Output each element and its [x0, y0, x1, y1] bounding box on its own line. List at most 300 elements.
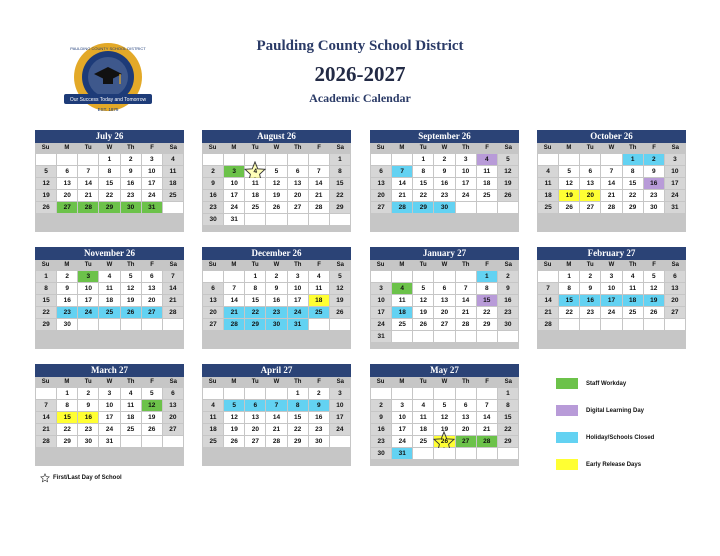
empty-cell	[163, 436, 183, 447]
day-cell: 2	[203, 166, 223, 177]
day-cell: 4	[245, 166, 265, 177]
day-cell: 5	[121, 271, 141, 282]
day-cell: 29	[288, 436, 308, 447]
day-cell: 1	[288, 388, 308, 399]
day-cell: 15	[623, 178, 643, 189]
empty-cell	[142, 319, 162, 330]
day-cell: 30	[121, 202, 141, 213]
day-cell: 16	[78, 412, 98, 423]
day-cell: 25	[477, 190, 497, 201]
day-cell: 10	[456, 166, 476, 177]
empty-cell	[203, 271, 223, 282]
day-cell: 1	[36, 271, 56, 282]
day-cell: 12	[224, 412, 244, 423]
weekday-label: Su	[41, 379, 50, 385]
day-grid	[35, 154, 184, 213]
day-cell: 23	[498, 307, 518, 318]
day-cell: 28	[309, 202, 329, 213]
day-cell: 17	[371, 307, 391, 318]
legend-label: Early Release Days	[586, 461, 642, 468]
empty-cell	[78, 154, 98, 165]
day-cell: 28	[224, 319, 244, 330]
day-cell: 13	[665, 283, 685, 294]
day-cell: 13	[203, 295, 223, 306]
day-cell: 9	[57, 283, 77, 294]
empty-cell	[392, 388, 412, 399]
weekday-label: M	[64, 379, 70, 385]
day-cell: 15	[477, 295, 497, 306]
weekday-label: Sa	[336, 145, 344, 151]
day-cell: 12	[36, 178, 56, 189]
day-cell: 13	[434, 295, 454, 306]
day-cell: 19	[36, 190, 56, 201]
day-cell: 6	[163, 388, 183, 399]
district-logo	[58, 40, 158, 118]
day-cell: 10	[330, 400, 350, 411]
day-cell: 25	[392, 319, 412, 330]
month-november-26	[35, 247, 184, 349]
day-cell: 24	[224, 202, 244, 213]
legend-label: Staff Workday	[586, 380, 627, 387]
weekday-header	[35, 377, 184, 388]
day-grid	[202, 388, 351, 447]
month-title: January 27	[370, 247, 519, 260]
day-cell: 7	[392, 166, 412, 177]
day-cell: 20	[142, 295, 162, 306]
day-cell: 21	[601, 190, 621, 201]
day-cell: 15	[288, 412, 308, 423]
day-cell: 25	[538, 202, 558, 213]
legend-item-staff	[556, 378, 626, 389]
day-cell: 27	[665, 307, 685, 318]
day-cell: 22	[413, 190, 433, 201]
day-cell: 25	[309, 307, 329, 318]
day-cell: 5	[266, 166, 286, 177]
day-cell: 9	[434, 166, 454, 177]
empty-cell	[163, 202, 183, 213]
empty-cell	[601, 319, 621, 330]
district-name: Paulding County School District	[256, 38, 464, 54]
weekday-label: Su	[376, 145, 385, 151]
empty-cell	[477, 331, 497, 342]
day-cell: 10	[99, 400, 119, 411]
weekday-label: Th	[462, 379, 470, 385]
weekday-label: Su	[41, 262, 50, 268]
day-cell: 2	[309, 388, 329, 399]
footnote	[40, 473, 122, 483]
school-year-title: 2026-2027	[314, 62, 406, 86]
day-cell: 22	[288, 424, 308, 435]
empty-cell	[413, 331, 433, 342]
day-cell: 21	[266, 424, 286, 435]
day-cell: 19	[413, 307, 433, 318]
weekday-label: M	[64, 145, 70, 151]
day-cell: 18	[538, 190, 558, 201]
day-cell: 17	[224, 190, 244, 201]
day-cell: 20	[665, 295, 685, 306]
day-cell: 17	[601, 295, 621, 306]
empty-cell	[538, 154, 558, 165]
day-cell: 17	[330, 412, 350, 423]
weekday-label: W	[441, 145, 448, 151]
empty-cell	[413, 448, 433, 459]
weekday-label: M	[231, 262, 237, 268]
month-title: August 26	[202, 130, 351, 143]
empty-cell	[266, 214, 286, 225]
day-cell: 11	[99, 283, 119, 294]
day-cell: 15	[330, 178, 350, 189]
day-cell: 19	[559, 190, 579, 201]
day-cell: 8	[623, 166, 643, 177]
empty-cell	[78, 319, 98, 330]
weekday-label: Tu	[586, 262, 594, 268]
empty-cell	[413, 271, 433, 282]
empty-cell	[434, 331, 454, 342]
empty-cell	[121, 319, 141, 330]
day-cell: 21	[78, 190, 98, 201]
weekday-label: Th	[294, 262, 302, 268]
day-cell: 5	[559, 166, 579, 177]
day-cell: 7	[163, 271, 183, 282]
month-july-26	[35, 130, 184, 232]
day-cell: 16	[203, 190, 223, 201]
day-cell: 9	[203, 178, 223, 189]
weekday-label: Tu	[84, 379, 92, 385]
day-cell: 11	[121, 400, 141, 411]
empty-cell	[413, 388, 433, 399]
empty-cell	[371, 154, 391, 165]
weekday-label: W	[608, 262, 615, 268]
empty-cell	[371, 388, 391, 399]
day-cell: 30	[309, 436, 329, 447]
day-cell: 15	[413, 178, 433, 189]
day-cell: 2	[371, 400, 391, 411]
month-april-27	[202, 364, 351, 466]
day-cell: 18	[477, 178, 497, 189]
day-cell: 11	[163, 166, 183, 177]
day-cell: 3	[224, 166, 244, 177]
day-cell: 24	[142, 190, 162, 201]
day-cell: 9	[580, 283, 600, 294]
month-title: July 26	[35, 130, 184, 143]
day-cell: 10	[665, 166, 685, 177]
day-cell: 5	[644, 271, 664, 282]
weekday-label: Th	[294, 379, 302, 385]
day-cell: 29	[477, 319, 497, 330]
empty-cell	[434, 271, 454, 282]
day-cell: 8	[99, 166, 119, 177]
day-cell: 2	[644, 154, 664, 165]
weekday-label: M	[566, 145, 572, 151]
day-cell: 20	[57, 190, 77, 201]
day-cell: 31	[99, 436, 119, 447]
day-cell: 17	[392, 424, 412, 435]
day-cell: 3	[78, 271, 98, 282]
day-cell: 14	[224, 295, 244, 306]
empty-cell	[330, 319, 350, 330]
day-cell: 18	[309, 295, 329, 306]
empty-cell	[477, 388, 497, 399]
day-cell: 18	[623, 295, 643, 306]
day-cell: 27	[456, 436, 476, 447]
weekday-label: Sa	[671, 145, 679, 151]
day-cell: 19	[266, 190, 286, 201]
weekday-header	[202, 143, 351, 154]
month-may-27	[370, 364, 519, 466]
weekday-label: F	[150, 262, 154, 268]
weekday-label: Su	[208, 262, 217, 268]
day-cell: 11	[392, 295, 412, 306]
day-cell: 30	[371, 448, 391, 459]
day-cell: 14	[78, 178, 98, 189]
weekday-header	[537, 260, 686, 271]
day-cell: 30	[203, 214, 223, 225]
day-cell: 12	[413, 295, 433, 306]
empty-cell	[392, 271, 412, 282]
empty-cell	[392, 154, 412, 165]
legend-item-hol	[556, 432, 654, 443]
empty-cell	[665, 319, 685, 330]
day-cell: 27	[371, 202, 391, 213]
day-cell: 23	[644, 190, 664, 201]
day-cell: 7	[538, 283, 558, 294]
day-cell: 26	[121, 307, 141, 318]
day-cell: 17	[78, 295, 98, 306]
empty-cell	[601, 154, 621, 165]
footnote-text: First/Last Day of School	[53, 475, 122, 481]
empty-cell	[224, 271, 244, 282]
day-cell: 15	[57, 412, 77, 423]
day-cell: 24	[601, 307, 621, 318]
day-cell: 24	[78, 307, 98, 318]
day-cell: 9	[309, 400, 329, 411]
day-cell: 20	[288, 190, 308, 201]
day-cell: 27	[288, 202, 308, 213]
day-cell: 6	[142, 271, 162, 282]
day-cell: 5	[224, 400, 244, 411]
day-cell: 18	[203, 424, 223, 435]
day-cell: 31	[371, 331, 391, 342]
day-cell: 7	[36, 400, 56, 411]
day-cell: 19	[434, 424, 454, 435]
weekday-label: Sa	[504, 145, 512, 151]
day-cell: 22	[57, 424, 77, 435]
day-cell: 28	[78, 202, 98, 213]
day-cell: 13	[245, 412, 265, 423]
day-cell: 24	[456, 190, 476, 201]
day-cell: 2	[121, 154, 141, 165]
empty-cell	[623, 319, 643, 330]
empty-cell	[330, 436, 350, 447]
day-cell: 15	[36, 295, 56, 306]
day-cell: 1	[559, 271, 579, 282]
day-cell: 4	[309, 271, 329, 282]
day-cell: 7	[224, 283, 244, 294]
weekday-label: W	[106, 379, 113, 385]
day-cell: 24	[665, 190, 685, 201]
day-cell: 5	[142, 388, 162, 399]
day-cell: 6	[371, 166, 391, 177]
weekday-header	[202, 260, 351, 271]
day-cell: 26	[498, 190, 518, 201]
weekday-header	[370, 377, 519, 388]
day-cell: 14	[601, 178, 621, 189]
legend-item-early	[556, 459, 641, 470]
day-cell: 17	[288, 295, 308, 306]
weekday-label: F	[150, 379, 154, 385]
day-cell: 20	[163, 412, 183, 423]
day-cell: 21	[538, 307, 558, 318]
empty-cell	[266, 154, 286, 165]
weekday-header	[537, 143, 686, 154]
day-cell: 28	[163, 307, 183, 318]
day-cell: 16	[371, 424, 391, 435]
day-cell: 26	[266, 202, 286, 213]
weekday-label: Th	[127, 379, 135, 385]
legend-item-dl	[556, 405, 644, 416]
weekday-label: Sa	[169, 145, 177, 151]
weekday-label: W	[441, 262, 448, 268]
weekday-label: F	[317, 379, 321, 385]
day-cell: 4	[538, 166, 558, 177]
day-cell: 21	[163, 295, 183, 306]
day-cell: 3	[601, 271, 621, 282]
weekday-header	[202, 377, 351, 388]
weekday-label: Tu	[419, 262, 427, 268]
day-cell: 3	[456, 154, 476, 165]
empty-cell	[644, 319, 664, 330]
legend-swatch	[556, 405, 578, 416]
day-cell: 8	[330, 166, 350, 177]
weekday-label: W	[273, 379, 280, 385]
day-cell: 11	[623, 283, 643, 294]
day-cell: 25	[121, 424, 141, 435]
empty-cell	[224, 154, 244, 165]
empty-cell	[36, 154, 56, 165]
day-cell: 3	[288, 271, 308, 282]
legend-swatch	[556, 459, 578, 470]
weekday-label: Tu	[251, 145, 259, 151]
day-cell: 25	[623, 307, 643, 318]
day-cell: 8	[498, 400, 518, 411]
day-cell: 1	[477, 271, 497, 282]
day-cell: 16	[266, 295, 286, 306]
empty-cell	[371, 271, 391, 282]
day-cell: 28	[538, 319, 558, 330]
day-cell: 22	[623, 190, 643, 201]
weekday-label: M	[231, 379, 237, 385]
day-cell: 23	[203, 202, 223, 213]
weekday-label: W	[106, 262, 113, 268]
day-cell: 28	[392, 202, 412, 213]
day-cell: 10	[288, 283, 308, 294]
empty-cell	[456, 388, 476, 399]
day-cell: 5	[434, 400, 454, 411]
empty-cell	[224, 388, 244, 399]
day-grid	[35, 388, 184, 447]
day-cell: 1	[99, 154, 119, 165]
day-cell: 23	[434, 190, 454, 201]
day-cell: 28	[601, 202, 621, 213]
day-cell: 16	[57, 295, 77, 306]
weekday-label: Sa	[336, 379, 344, 385]
weekday-label: Th	[127, 262, 135, 268]
day-cell: 31	[665, 202, 685, 213]
day-cell: 10	[601, 283, 621, 294]
month-december-26	[202, 247, 351, 349]
day-cell: 4	[477, 154, 497, 165]
weekday-label: Tu	[419, 379, 427, 385]
weekday-label: Su	[543, 145, 552, 151]
empty-cell	[142, 436, 162, 447]
day-cell: 30	[644, 202, 664, 213]
day-cell: 9	[498, 283, 518, 294]
day-cell: 6	[456, 400, 476, 411]
day-cell: 14	[538, 295, 558, 306]
day-cell: 16	[580, 295, 600, 306]
day-cell: 13	[142, 283, 162, 294]
empty-cell	[538, 271, 558, 282]
day-cell: 29	[99, 202, 119, 213]
day-grid	[202, 154, 351, 225]
weekday-label: W	[608, 145, 615, 151]
day-cell: 3	[99, 388, 119, 399]
day-cell: 22	[330, 190, 350, 201]
month-title: December 26	[202, 247, 351, 260]
day-cell: 4	[203, 400, 223, 411]
empty-cell	[36, 388, 56, 399]
day-cell: 4	[413, 400, 433, 411]
day-cell: 19	[224, 424, 244, 435]
day-cell: 23	[266, 307, 286, 318]
weekday-label: Th	[462, 262, 470, 268]
day-cell: 30	[57, 319, 77, 330]
weekday-label: F	[652, 262, 656, 268]
day-cell: 4	[623, 271, 643, 282]
weekday-label: W	[273, 145, 280, 151]
weekday-label: F	[317, 262, 321, 268]
day-cell: 10	[142, 166, 162, 177]
day-cell: 17	[665, 178, 685, 189]
day-cell: 4	[392, 283, 412, 294]
weekday-label: Tu	[251, 379, 259, 385]
day-cell: 7	[456, 283, 476, 294]
day-cell: 23	[57, 307, 77, 318]
day-cell: 3	[330, 388, 350, 399]
day-cell: 28	[477, 436, 497, 447]
day-cell: 26	[413, 319, 433, 330]
weekday-label: Tu	[586, 145, 594, 151]
day-cell: 23	[121, 190, 141, 201]
weekday-label: Sa	[336, 262, 344, 268]
weekday-label: F	[317, 145, 321, 151]
day-cell: 26	[644, 307, 664, 318]
day-cell: 16	[434, 178, 454, 189]
day-cell: 5	[36, 166, 56, 177]
weekday-label: Tu	[419, 145, 427, 151]
day-cell: 28	[266, 436, 286, 447]
day-cell: 5	[413, 283, 433, 294]
month-title: September 26	[370, 130, 519, 143]
empty-cell	[456, 331, 476, 342]
day-cell: 22	[498, 424, 518, 435]
day-cell: 20	[203, 307, 223, 318]
day-cell: 8	[36, 283, 56, 294]
day-cell: 17	[142, 178, 162, 189]
weekday-label: Tu	[84, 145, 92, 151]
empty-cell	[456, 448, 476, 459]
weekday-label: Sa	[504, 379, 512, 385]
